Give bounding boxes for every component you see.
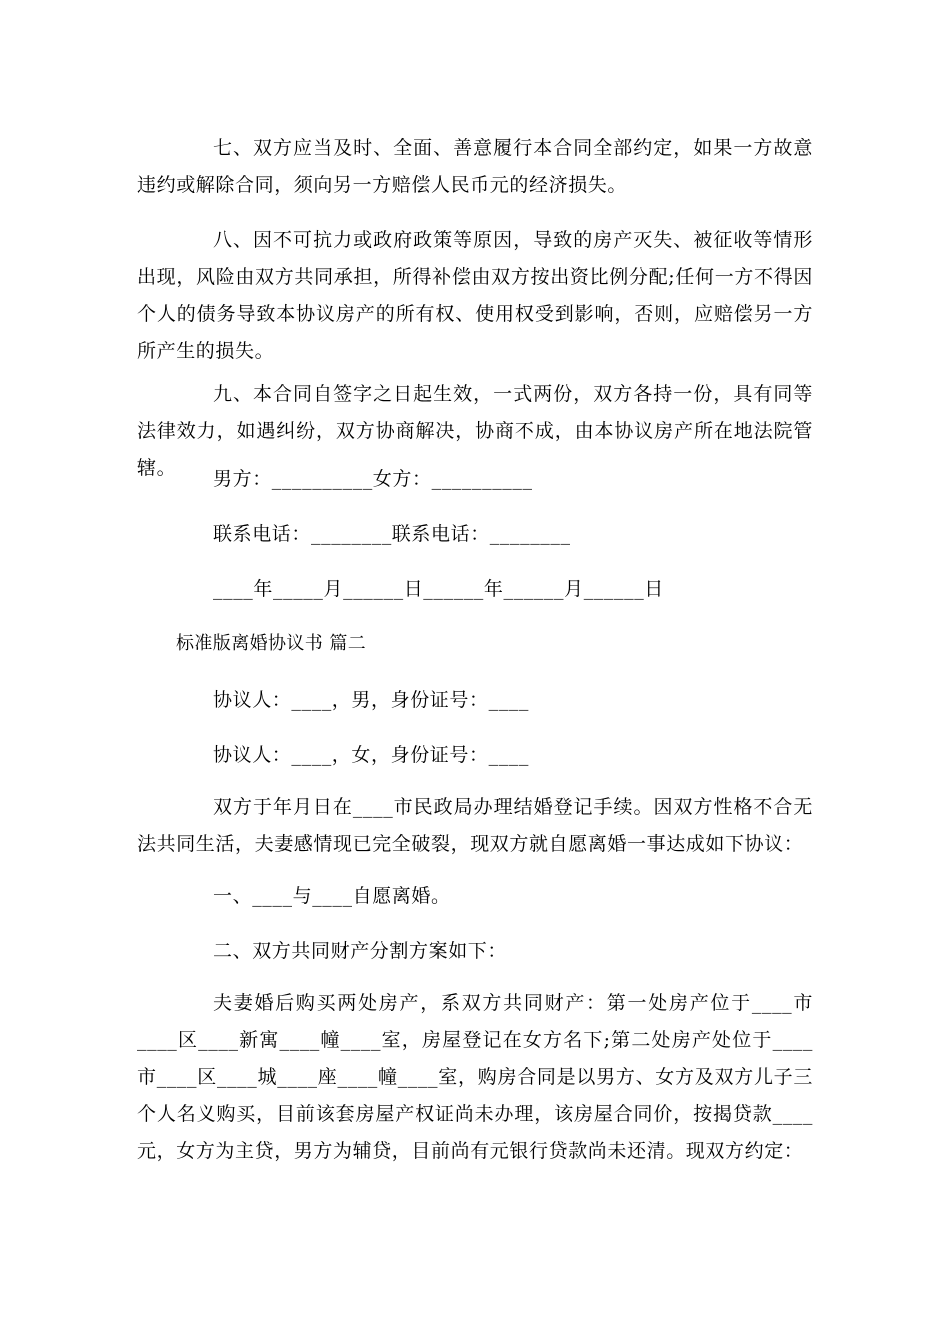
item-2-line: 二、双方共同财产分割方案如下： (213, 940, 508, 962)
party-1-line: 协议人：____，男，身份证号：____ (213, 689, 530, 711)
clause-8-paragraph: 八、因不可抗力或政府政策等原因，导致的房产灭失、被征收等情形出现，风险由双方共同承担，所得补偿由双方按出资比例分配;任何一方不得因个人的债务导致本协议房产的所有权、使用权受到影响，否则，应赔偿另一方所产生的损失。 (137, 229, 813, 362)
signature-dates-line: ____年_____月______日______年______月______日 (213, 578, 664, 600)
signature-phones-line: 联系电话：________联系电话：________ (213, 523, 571, 545)
signature-names-line: 男方：__________女方：__________ (213, 468, 533, 490)
clause-9-paragraph: 九、本合同自签字之日起生效，一式两份，双方各持一份，具有同等法律效力，如遇纠纷，双方协商解决，协商不成，由本协议房产所在地法院管辖。 (137, 383, 813, 479)
property-paragraph: 夫妻婚后购买两处房产，系双方共同财产：第一处房产位于____市____区____新寓____幢____室，房屋登记在女方名下;第二处房产处位于____市____区____城____座____幢____室，购房合同是以男方、女方及双方儿子三个人名义购买，目前该套房屋产权证尚未办理，该房屋合同价，按揭贷款____元，女方为主贷，男方为辅贷，目前尚有元银行贷款尚未还清。现双方约定： (137, 992, 813, 1162)
item-1-line: 一、____与____自愿离婚。 (213, 885, 451, 907)
party-2-line: 协议人：____，女，身份证号：____ (213, 744, 530, 766)
section-title: 标准版离婚协议书 篇二 (176, 633, 367, 654)
preamble-paragraph: 双方于年月日在____市民政局办理结婚登记手续。因双方性格不合无法共同生活，夫妻感情现已完全破裂，现双方就自愿离婚一事达成如下协议： (137, 796, 813, 855)
clause-7-paragraph: 七、双方应当及时、全面、善意履行本合同全部约定，如果一方故意违约或解除合同，须向另一方赔偿人民币元的经济损失。 (137, 137, 813, 196)
